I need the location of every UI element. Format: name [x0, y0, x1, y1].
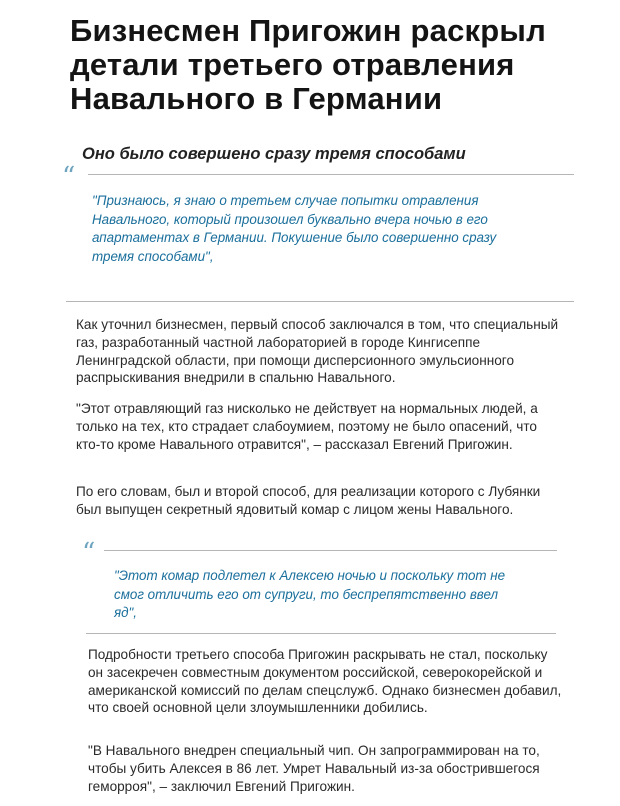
- article-headline: Бизнесмен Пригожин раскрыл детали третьего отравления Навального в Германии: [70, 13, 546, 116]
- quote-bottom-rule: [66, 301, 574, 302]
- paragraph-5: "В Навального внедрен специальный чип. Он запрограммирован на то, чтобы убить Алексея в 86 лет. Умрет Навальный из-за обострившегося геморроя", – заключил Евгений Пригожин.: [88, 743, 540, 794]
- pull-quote-2: "Этот комар подлетел к Алексею ночью и поскольку тот не смог отличить его от супруги, то беспрепятственно ввел яд",: [114, 568, 506, 620]
- paragraph-1: Как уточнил бизнесмен, первый способ заключался в том, что специальный газ, разработанный частной лабораторией в городе Кингисеппе Ленинградской области, при помощи дисперсионного эмульсионного распрыскивания внедрили в спальню Навального.: [76, 317, 559, 386]
- quote-mark-icon: “: [62, 162, 76, 192]
- quote-top-rule: [104, 550, 557, 551]
- quote-top-rule: [88, 174, 574, 175]
- paragraph-2: "Этот отравляющий газ нисколько не действует на нормальных людей, а только на тех, кто страдает слабоумием, поэтому не было опасений, что кто-то кроме Навального отравится", – рассказал Евгений Пригожин.: [76, 401, 538, 452]
- article-subtitle: Оно было совершено сразу тремя способами: [82, 145, 466, 163]
- quote-bottom-rule: [86, 633, 556, 634]
- paragraph-3: По его словам, был и второй способ, для реализации которого с Лубянки был выпущен секретный ядовитый комар с лицом жены Навального.: [76, 484, 541, 517]
- quote-mark-icon: “: [82, 538, 96, 568]
- paragraph-4: Подробности третьего способа Пригожин раскрывать не стал, поскольку он засекречен совместным документом российской, северокорейской и американской комиссий по делам спецслужб. Однако бизнесмен добавил, что своей основной цели злоумышленники добились.: [88, 647, 562, 716]
- pull-quote-1: "Признаюсь, я знаю о третьем случае попытки отравления Навального, который произошел буквально вчера ночью в его апартаментах в Германии. Покушение было совершенно сразу тремя способами",: [92, 193, 497, 264]
